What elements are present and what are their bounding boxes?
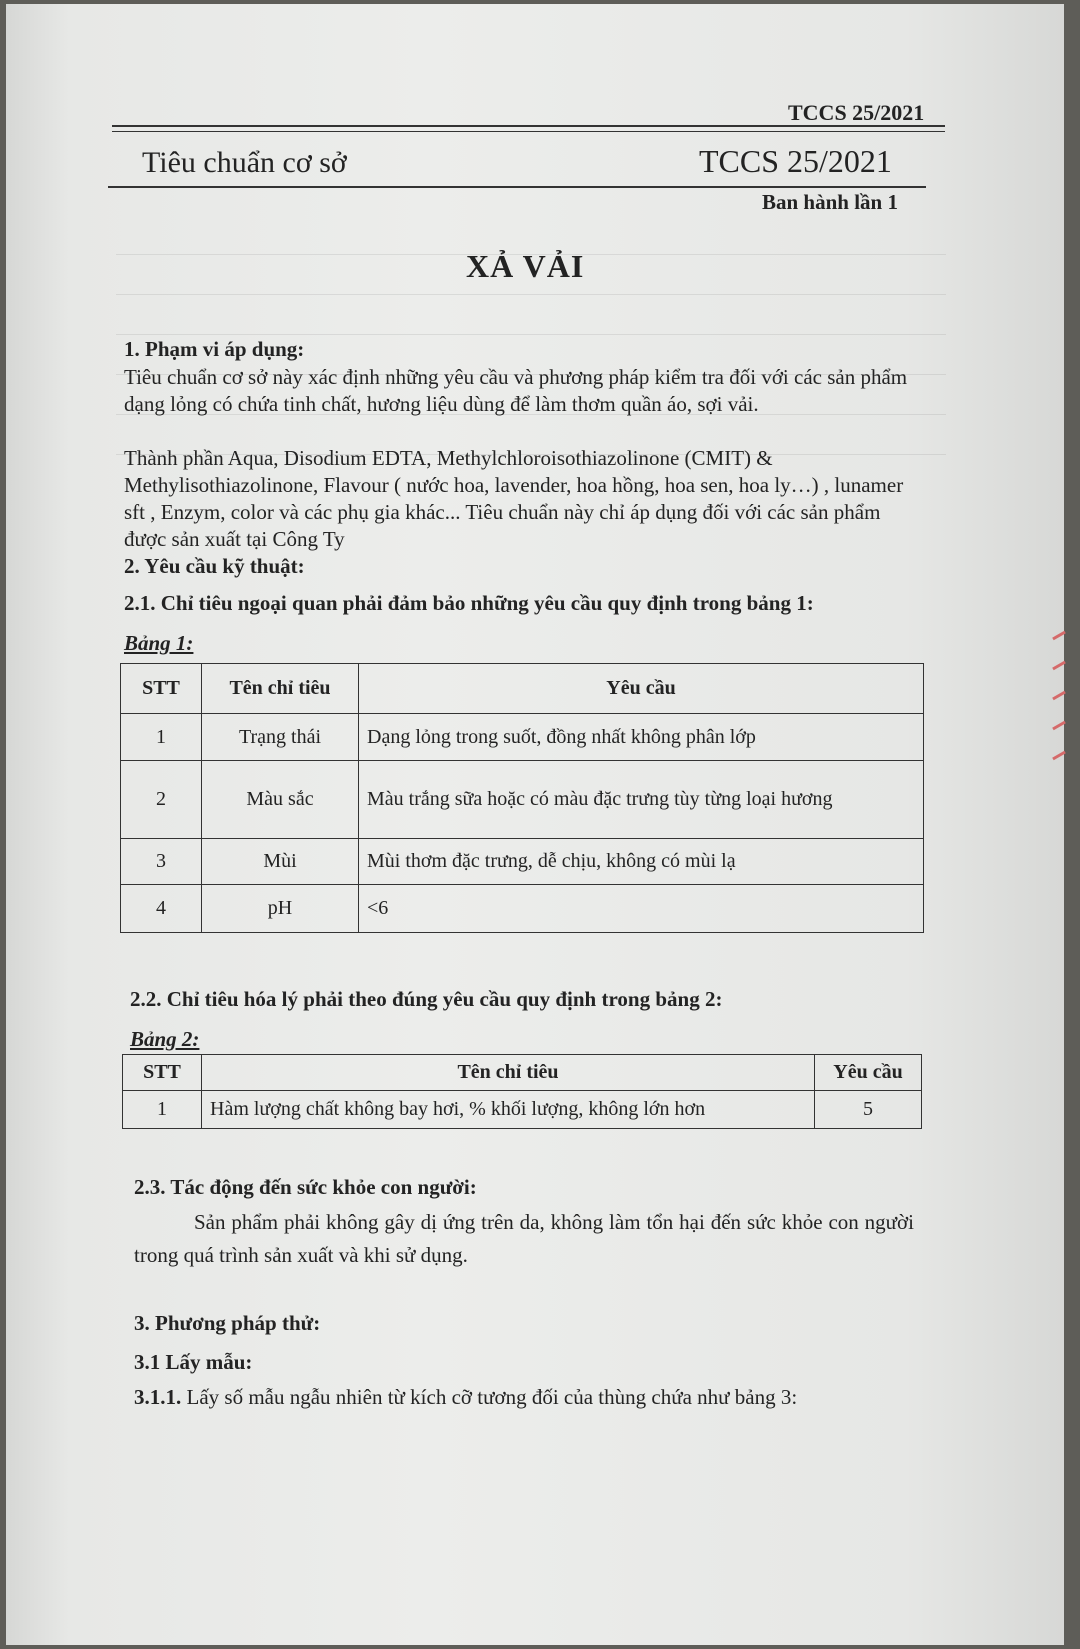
table2-header-row: [123, 1055, 922, 1091]
table1-caption: Bảng 1:: [124, 631, 194, 655]
table-cell: 4: [121, 885, 202, 933]
document-title: XẢ VẢI: [466, 248, 585, 284]
table-cell: Trạng thái: [202, 714, 359, 761]
section2-3-text: Sản phẩm phải không gây dị ứng trên da, không làm tổn hại đến sức khỏe con người trong quá trình sản xuất và khi sử dụng.: [134, 1210, 914, 1267]
table-row: [121, 839, 924, 885]
table-cell: 1: [123, 1091, 202, 1129]
table-cell: <6: [359, 885, 924, 933]
table-row: [121, 714, 924, 761]
section1-paragraph-2: Thành phần Aqua, Disodium EDTA, Methylchloroisothiazolinone (CMIT) & Methylisothiazolinone, Flavour ( nước hoa, lavender, hoa hồng, hoa sen, hoa ly…) , lunamer sft , Enzym, color và các phụ gia khác... Tiêu chuẩn này chỉ áp dụng đối với các sản phẩm được sản xuất tại Công Ty: [124, 446, 904, 551]
table2-header-requirement: Yêu cầu: [815, 1055, 922, 1091]
section3-1-1-number: 3.1.1.: [134, 1385, 182, 1409]
table-row: [121, 761, 924, 839]
table-row: [121, 885, 924, 933]
table-1: [120, 663, 924, 933]
table-row: [123, 1091, 922, 1129]
table-cell: 2: [121, 761, 202, 839]
table-cell: Mùi: [202, 839, 359, 885]
standard-label: Tiêu chuẩn cơ sở: [142, 146, 347, 179]
table-cell: pH: [202, 885, 359, 933]
red-stamp-edge: [1046, 624, 1070, 804]
table-cell: Màu trắng sữa hoặc có màu đặc trưng tùy từng loại hương: [359, 761, 924, 839]
section2-1-heading: 2.1. Chỉ tiêu ngoại quan phải đảm bảo những yêu cầu quy định trong bảng 1:: [124, 591, 814, 615]
table-cell: 5: [815, 1091, 922, 1129]
table-cell: 1: [121, 714, 202, 761]
section3-1-heading: 3.1 Lấy mẫu:: [134, 1350, 253, 1374]
table1-header-name: Tên chỉ tiêu: [202, 664, 359, 714]
table-cell: Dạng lỏng trong suốt, đồng nhất không phân lớp: [359, 714, 924, 761]
section1-paragraph-1: Tiêu chuẩn cơ sở này xác định những yêu cầu và phương pháp kiểm tra đối với các sản phẩm dạng lỏng có chứa tinh chất, hương liệu dùng để làm thơm quần áo, sợi vải.: [124, 365, 908, 416]
section2-2-heading: 2.2. Chỉ tiêu hóa lý phải theo đúng yêu cầu quy định trong bảng 2:: [130, 987, 723, 1011]
table-cell: Màu sắc: [202, 761, 359, 839]
standard-code: TCCS 25/2021: [699, 143, 892, 179]
header-rule-top: [112, 125, 945, 127]
table1-header-row: [121, 664, 924, 714]
section3-1-1-text: [134, 1384, 954, 1411]
table-cell: Hàm lượng chất không bay hơi, % khối lượng, không lớn hơn: [202, 1091, 815, 1129]
table-cell: Mùi thơm đặc trưng, dễ chịu, không có mùi lạ: [359, 839, 924, 885]
table-cell: 3: [121, 839, 202, 885]
section3-1-1-body: Lấy số mẫu ngẫu nhiên từ kích cỡ tương đối của thùng chứa như bảng 3:: [186, 1385, 798, 1409]
section3-heading: 3. Phương pháp thử:: [134, 1311, 321, 1335]
table2-header-stt: STT: [123, 1055, 202, 1091]
table2-header-name: Tên chỉ tiêu: [202, 1055, 815, 1091]
section1-heading: 1. Phạm vi áp dụng:: [124, 337, 305, 361]
header-rule-top-2: [112, 131, 945, 132]
document-code-top: TCCS 25/2021: [788, 100, 925, 125]
issue-number: Ban hành lần 1: [762, 190, 898, 214]
table-2: [122, 1054, 922, 1129]
section2-heading: 2. Yêu cầu kỹ thuật:: [124, 554, 305, 578]
table2-caption: Bảng 2:: [130, 1027, 200, 1051]
header-rule-bottom: [108, 186, 926, 188]
table1-header-stt: STT: [121, 664, 202, 714]
section2-3-heading: 2.3. Tác động đến sức khỏe con người:: [134, 1175, 477, 1199]
table1-header-requirement: Yêu cầu: [359, 664, 924, 714]
